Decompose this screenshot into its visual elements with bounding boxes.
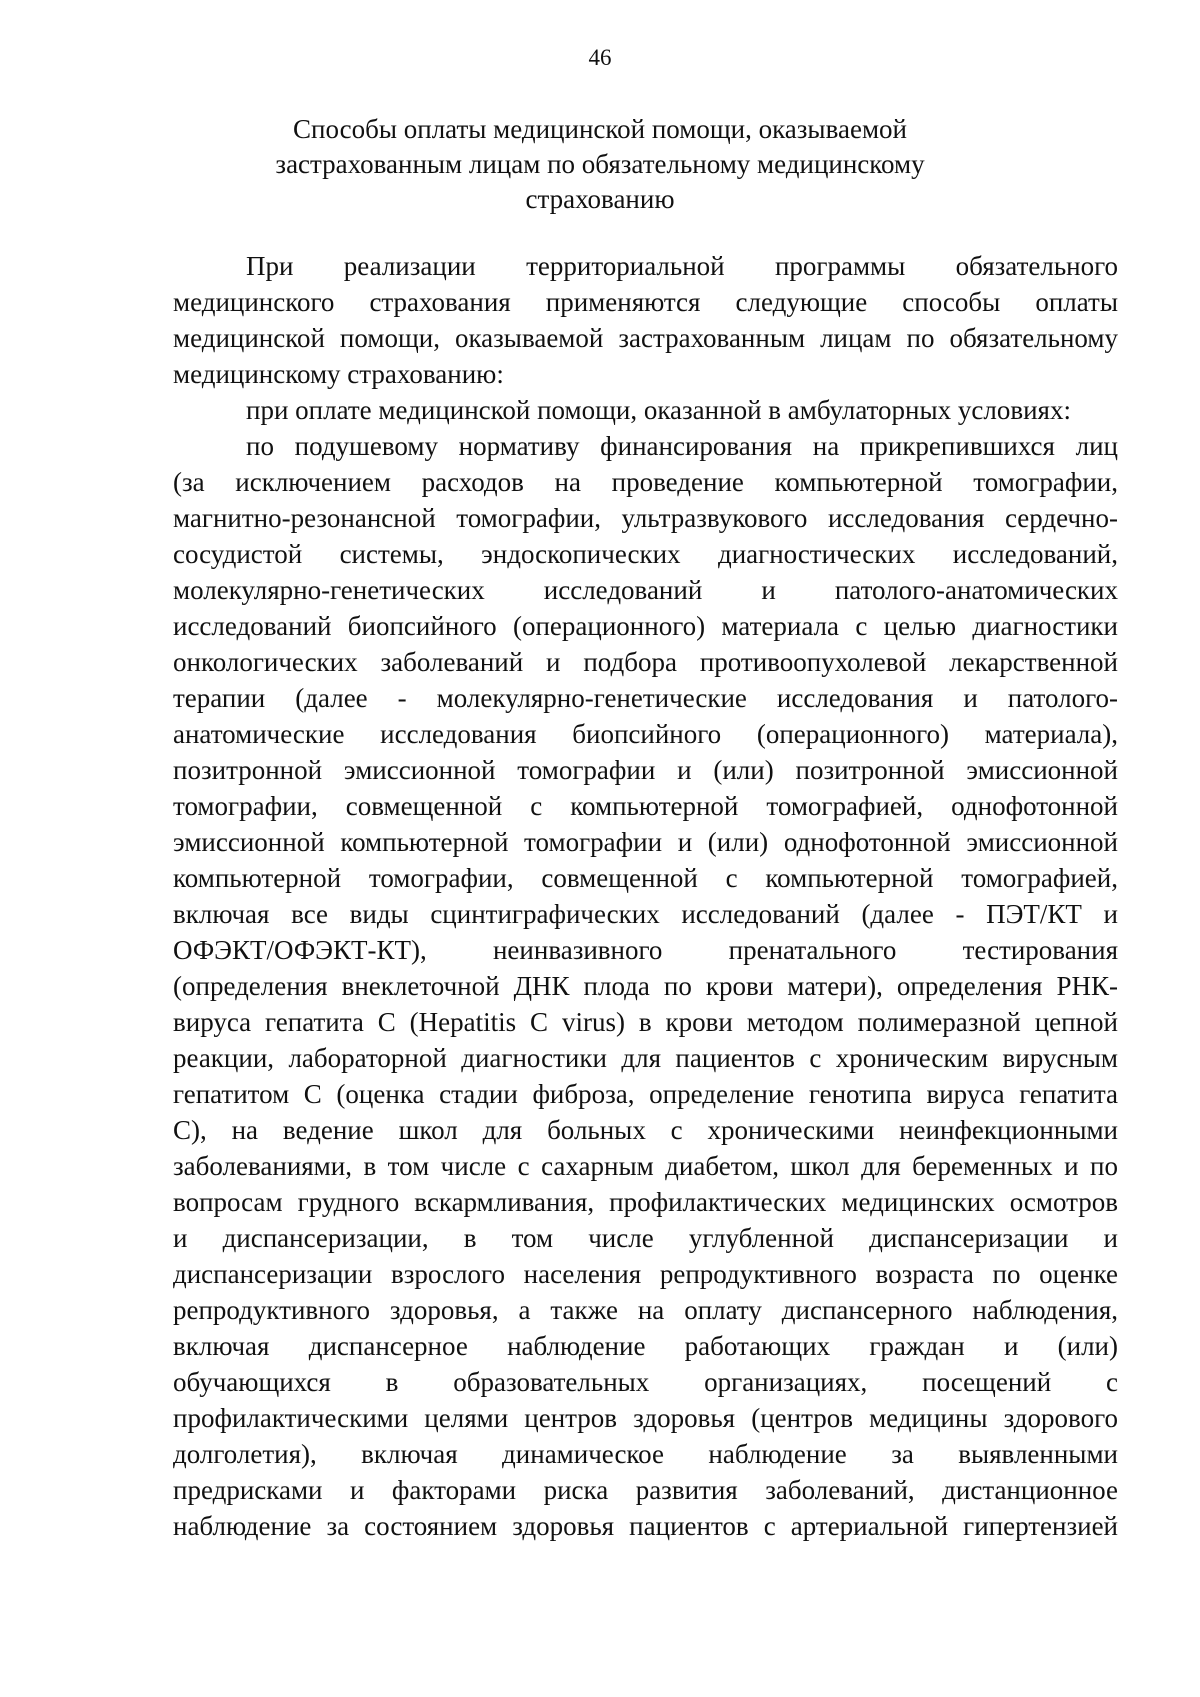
- paragraph-line: терапии (далее - молекулярно-генетические исследования и патолого-: [173, 683, 1118, 713]
- paragraph-line: эмиссионной компьютерной томографии и (или) однофотонной эмиссионной: [173, 827, 1118, 857]
- paragraph-line: гепатитом С (оценка стадии фиброза, определение генотипа вируса гепатита: [173, 1079, 1118, 1109]
- title-line: страхованию: [525, 184, 675, 214]
- paragraph-line: вируса гепатита С (Hepatitis C virus) в крови методом полимеразной цепной: [173, 1007, 1118, 1037]
- paragraph-line: исследований биопсийного (операционного) материала с целью диагностики: [173, 611, 1118, 641]
- paragraph-line: наблюдение за состоянием здоровья пациентов с артериальной гипертензией: [173, 1511, 1118, 1541]
- paragraph-line: анатомические исследования биопсийного (операционного) материала),: [173, 719, 1118, 749]
- paragraph-line: медицинского страхования применяются следующие способы оплаты: [173, 287, 1118, 317]
- paragraph-line: С), на ведение школ для больных с хроническими неинфекционными: [173, 1115, 1118, 1145]
- paragraph-line: позитронной эмиссионной томографии и (или) позитронной эмиссионной: [173, 755, 1118, 785]
- paragraph-line: реакции, лабораторной диагностики для пациентов с хроническим вирусным: [173, 1043, 1118, 1073]
- paragraph-line: ОФЭКТ/ОФЭКТ-КТ), неинвазивного пренатального тестирования: [173, 935, 1118, 965]
- page-number: 46: [588, 45, 612, 70]
- title-line: застрахованным лицам по обязательному медицинскому: [275, 149, 925, 179]
- document-title: [250, 112, 950, 217]
- title-line: Способы оплаты медицинской помощи, оказываемой: [293, 114, 907, 144]
- paragraph-line: диспансеризации взрослого населения репродуктивного возраста по оценке: [173, 1259, 1118, 1289]
- paragraph-line: медицинскому страхованию:: [173, 359, 504, 389]
- paragraph-line: магнитно-резонансной томографии, ультразвукового исследования сердечно-: [173, 503, 1118, 533]
- paragraph-line: включая все виды сцинтиграфических исследований (далее - ПЭТ/КТ и: [173, 899, 1118, 929]
- paragraph-line: компьютерной томографии, совмещенной с компьютерной томографией,: [173, 863, 1118, 893]
- paragraph-line: по подушевому нормативу финансирования на прикрепившихся лиц: [246, 431, 1118, 461]
- paragraph-line: предрисками и факторами риска развития заболеваний, дистанционное: [173, 1475, 1118, 1505]
- paragraph-line: включая диспансерное наблюдение работающих граждан и (или): [173, 1331, 1118, 1361]
- paragraph-line: при оплате медицинской помощи, оказанной в амбулаторных условиях:: [246, 395, 1071, 425]
- paragraph-line: молекулярно-генетических исследований и патолого-анатомических: [173, 575, 1118, 605]
- paragraph-line: обучающихся в образовательных организациях, посещений с: [173, 1367, 1118, 1397]
- paragraph-line: и диспансеризации, в том числе углубленной диспансеризации и: [173, 1223, 1118, 1253]
- paragraph-line: (за исключением расходов на проведение компьютерной томографии,: [173, 467, 1118, 497]
- paragraph-line: томографии, совмещенной с компьютерной томографией, однофотонной: [173, 791, 1118, 821]
- paragraph-line: онкологических заболеваний и подбора противоопухолевой лекарственной: [173, 647, 1118, 677]
- paragraph-line: долголетия), включая динамическое наблюдение за выявленными: [173, 1439, 1118, 1469]
- document-body: [173, 248, 1118, 1544]
- paragraph-line: сосудистой системы, эндоскопических диагностических исследований,: [173, 539, 1118, 569]
- paragraph-line: При реализации территориальной программы обязательного: [246, 251, 1118, 281]
- paragraph-line: репродуктивного здоровья, а также на оплату диспансерного наблюдения,: [173, 1295, 1118, 1325]
- paragraph-line: заболеваниями, в том числе с сахарным диабетом, школ для беременных и по: [173, 1151, 1118, 1181]
- paragraph-line: медицинской помощи, оказываемой застрахованным лицам по обязательному: [173, 323, 1118, 353]
- paragraph-line: (определения внеклеточной ДНК плода по крови матери), определения РНК-: [173, 971, 1118, 1001]
- paragraph-line: профилактическими целями центров здоровья (центров медицины здорового: [173, 1403, 1118, 1433]
- paragraph-line: вопросам грудного вскармливания, профилактических медицинских осмотров: [173, 1187, 1118, 1217]
